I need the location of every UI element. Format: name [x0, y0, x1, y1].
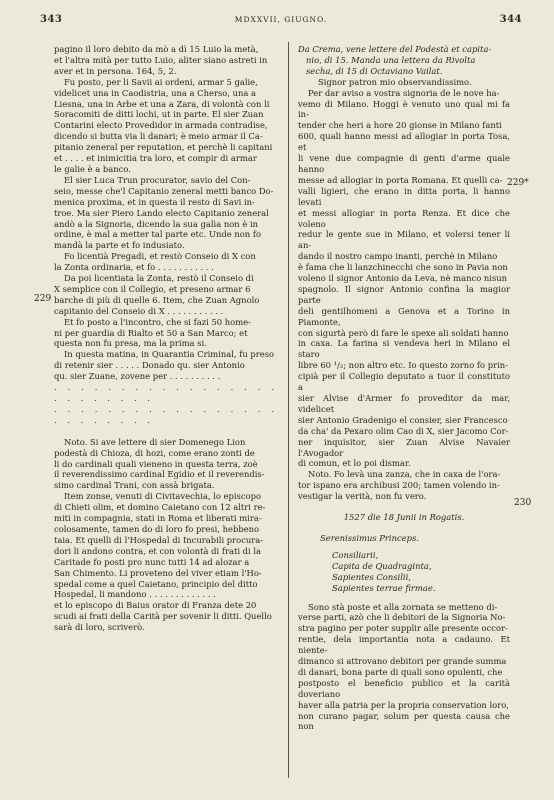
- text-line: podestà di Chioza, di hozi, come erano zonti de: [54, 447, 255, 458]
- text-line: rentie, dela importantia nota a cadauno. Et niente-: [298, 634, 510, 656]
- text-line: spedal come a quel Caietano, principio del ditto: [54, 578, 258, 589]
- text-line: 600, quali hanno messi ad allogiar in porta Tosa, et: [298, 131, 510, 153]
- text-line: deli gentilhomeni a Genova et a Torino in Piamonte,: [298, 305, 510, 327]
- text-line: libre 60 ¹/₂; non altro etc. Io questo zorno fo prin-: [298, 360, 508, 371]
- text-line: andò a la Signoria, dicendo la sua galìa non è in: [54, 218, 259, 229]
- text-line: aver et in persona. 164, 5, 2.: [54, 65, 177, 76]
- text-line: con sigurtà però di fare le spexe ali soldati hanno: [298, 327, 509, 338]
- right-column: [298, 44, 510, 732]
- text-line: Sapientes Consilii,: [332, 571, 411, 582]
- page-number-right: 344: [499, 14, 522, 25]
- text-line: videlicet una in Caodistria, una a Cherso, una a: [54, 87, 257, 98]
- text-line: li do cardinali quali vieneno in questa terra, zoè: [54, 458, 258, 469]
- text-line: redur le gente sue in Milano, et volersi tener li an-: [298, 229, 510, 251]
- text-line: Item zonse, venuti di Civitavechia, lo episcopo: [64, 491, 261, 502]
- text-line: pagino il loro debito da mò a dì 15 Luio la metà,: [54, 44, 259, 54]
- text-line: Hospedal, li mandono . . . . . . . . . . . . .: [54, 589, 216, 600]
- text-line: secha, di 15 di Octaviano Vailat.: [306, 65, 443, 76]
- text-line: menica proxima, et in questa il resto di Savi in-: [54, 196, 255, 207]
- text-line: spagnolo. Il signor Antonio confina la magior parte: [298, 283, 510, 305]
- text-line: dimanco si attrovano debitori per grande summa: [298, 656, 507, 667]
- text-line: stra pagino per poter supplir alle presente occor-: [298, 623, 508, 634]
- text-line: taia. Et quelli di l'Hospedal di Incurabili procura-: [54, 534, 264, 545]
- running-title: MDXXVII, GIUGNO.: [234, 15, 328, 24]
- text-line: Noto. Fo levà una zanza, che in caxa de l'ora-: [308, 469, 501, 480]
- text-line: valli ligieri, che erano in ditta porta, li hanno levati: [298, 185, 510, 207]
- text-line: Et fo posto a l'incontro, che si fazi 50 home-: [64, 316, 251, 327]
- text-line: barche di più di quelle 6. Item, che Zuan Agnolo: [54, 294, 260, 305]
- text-line: di danari, bona parte di quali sono opulenti, che: [298, 666, 503, 677]
- text-line: voleno il signor Antonio da Leva, nè manco nisun: [298, 273, 508, 284]
- text-line: qu. sier Zuane, zovene per . . . . . . . . . .: [54, 371, 221, 382]
- spacer: [54, 426, 278, 437]
- text-line: El sier Luca Trun procurator, savio del Con-: [64, 174, 251, 185]
- text-line: ordine, è mal a metter tal parte etc. Unde non fo: [54, 229, 262, 240]
- text-line: In questa matina, in Quarantia Criminal, fu preso: [64, 349, 275, 360]
- text-line: Consiliarii,: [332, 549, 379, 560]
- text-line: et . . . . et inimicitia tra loro, et compir di armar: [54, 153, 257, 164]
- text-line: questa non fu presa, ma la prima si.: [54, 338, 207, 349]
- text-line: Fo licentià Pregadi, et restò Conseio di X con: [64, 251, 256, 262]
- margin-number-right: 229*: [507, 178, 529, 188]
- text-line: capitanio del Conseio di X . . . . . . . . . . .: [54, 305, 224, 316]
- text-line: ner inquisitor, sier Zuan Alvise Navaier l'Avogador: [298, 436, 510, 458]
- text-line: vemo di Milano. Hoggi è venuto uno qual mi fa in-: [298, 98, 510, 120]
- text-line: Sapientes terrae firmae.: [332, 582, 436, 593]
- text-line: mandà la parte et fo indusiato.: [54, 240, 185, 251]
- ellipsis-line: . . . . . . . . . . . . . . . . . . . . . . . . .: [54, 403, 278, 425]
- salutation-latin: Serenissimus Princeps.: [320, 532, 419, 543]
- text-line: nio, di 15. Manda una lettera da Rivolta: [306, 54, 476, 65]
- text-line: dori li andono contra, et con volontà di frati di la: [54, 545, 262, 556]
- text-line: cipià per il Collegio deputato a tuor il constituto a: [298, 371, 510, 393]
- text-line: da cha' da Pexaro olim Cao di X, sier Jacomo Cor-: [298, 425, 509, 436]
- text-line: troe. Ma sier Piero Lando electo Capitanio zeneral: [54, 207, 269, 218]
- text-line: San Chimento. Li proveteno del viver etiam l'Ho-: [54, 567, 262, 578]
- text-line: ni per guardia di Rialto et 50 a San Marco; et: [54, 327, 248, 338]
- text-line: Fu posto, per li Savii ai ordeni, armar 5 galie,: [64, 76, 258, 87]
- text-line: et lo episcopo di Baius orator di Franza dete 20: [54, 600, 257, 611]
- text-line: di Chieti olim, et domino Caietano con 12 altri re-: [54, 502, 266, 513]
- text-line: Caritade fo posti pro nunc tutti 14 ad alozar a: [54, 556, 250, 567]
- text-line: dando il nostro campo inanti, perchè in Milano: [298, 251, 498, 262]
- text-line: miti in compagnia, stati in Roma et liberati mira-: [54, 513, 262, 524]
- section-heading: 1527 die 18 Junii in Rogatis.: [343, 512, 465, 523]
- left-column: [54, 44, 278, 633]
- text-line: simo cardinal Trani, con assà brigata.: [54, 480, 215, 491]
- text-line: Da poi licentiata la Zonta, restò il Conseio di: [64, 273, 254, 284]
- ellipsis-line: . . . . . . . . . . . . . . . . . . . . . . . . .: [54, 382, 278, 403]
- text-line: non curano pagar, solum per questa causa che non: [298, 710, 510, 732]
- margin-number-230: 230: [514, 498, 532, 508]
- text-line: sier Antonio Gradenigo el consier, sier Francesco: [298, 414, 508, 425]
- text-line: in caxa. La farina si vendeva heri in Milano el staro: [298, 338, 510, 360]
- text-line: X semplice con il Collegio, et preseno armar 6: [54, 283, 251, 294]
- text-line: Da Crema, vene lettere del Podestà et capita-: [298, 44, 492, 54]
- text-line: Soracomiti de ditti lochi, ut in parte. El sier Zuan: [54, 109, 264, 120]
- page-header: [40, 14, 522, 30]
- text-line: et l'altra mità per tutto Luio, aliter siano astreti in: [54, 54, 268, 65]
- text-line: dicendo si butta via li danari; è meio armar il Ca-: [54, 131, 263, 142]
- text-line: postposto el beneficio publico et la carità doveriano: [298, 677, 510, 699]
- text-line: Sono stà poste et alla zornata se metteno di-: [308, 601, 498, 612]
- text-line: vestigar la verità, non fu vero.: [298, 491, 427, 502]
- text-line: Capita de Quadraginta,: [332, 560, 432, 571]
- text-line: Per dar aviso a vostra signoria de le nove ha-: [308, 87, 500, 98]
- text-line: messe ad allogiar in porta Romana. Et quelli ca-: [298, 174, 503, 185]
- text-line: sarà di loro, scriverò.: [54, 622, 145, 633]
- text-line: et messi allogiar in porta Renza. Et dice che voleno: [298, 207, 510, 229]
- text-line: li vene due compagnie di genti d'arme quale hanno: [298, 153, 510, 174]
- text-line: tender che heri a hore 20 gionse in Milano fanti: [298, 120, 502, 131]
- text-line: scudi ai frati della Carità per sovenir li ditti. Quello: [54, 611, 272, 622]
- margin-number-left: 229: [34, 294, 52, 304]
- text-line: è fama che li lanzchinecchi che sono in Pavia non: [298, 262, 508, 273]
- column-divider: [288, 42, 289, 778]
- text-line: Liesna, una in Arbe et una a Zara, di volontà con li: [54, 98, 270, 109]
- page-number-left: 343: [40, 14, 63, 25]
- text-line: haver alla patria per la propria conservation loro,: [298, 699, 509, 710]
- text-line: sier Alvise d'Armer fo proveditor da mar, videlicet: [298, 393, 510, 414]
- text-line: seio, messe che'l Capitanio zeneral metti banco Do-: [54, 185, 274, 196]
- text-line: tor ispano era archibusi 200; tamen volendo in-: [298, 480, 500, 491]
- text-line: di retenir sier . . . . . Donado qu. sier Antonio: [54, 360, 245, 371]
- text-line: il reverendissimo cardinal Egidio et il reverendis-: [54, 469, 265, 480]
- text-line: verse parti, azò che li debitori de la Signoria No-: [298, 612, 506, 623]
- text-line: Noto. Si ave lettere di sier Domenego Lion: [64, 436, 246, 447]
- salutation: Signor patron mio observandissimo.: [318, 76, 472, 87]
- text-line: di comun, et lo poi dismar.: [298, 458, 411, 469]
- text-line: le galie è a banco.: [54, 163, 131, 174]
- text-line: Contarini electo Provedidor in armada contradise,: [54, 120, 268, 131]
- text-line: pitanio zeneral per reputation, et perchè li capitani: [54, 142, 273, 153]
- text-line: la Zonta ordinaria, et fo . . . . . . . . . . .: [54, 262, 214, 273]
- text-line: colosamente, tamen do di loro fo presi, hebbeno: [54, 523, 260, 534]
